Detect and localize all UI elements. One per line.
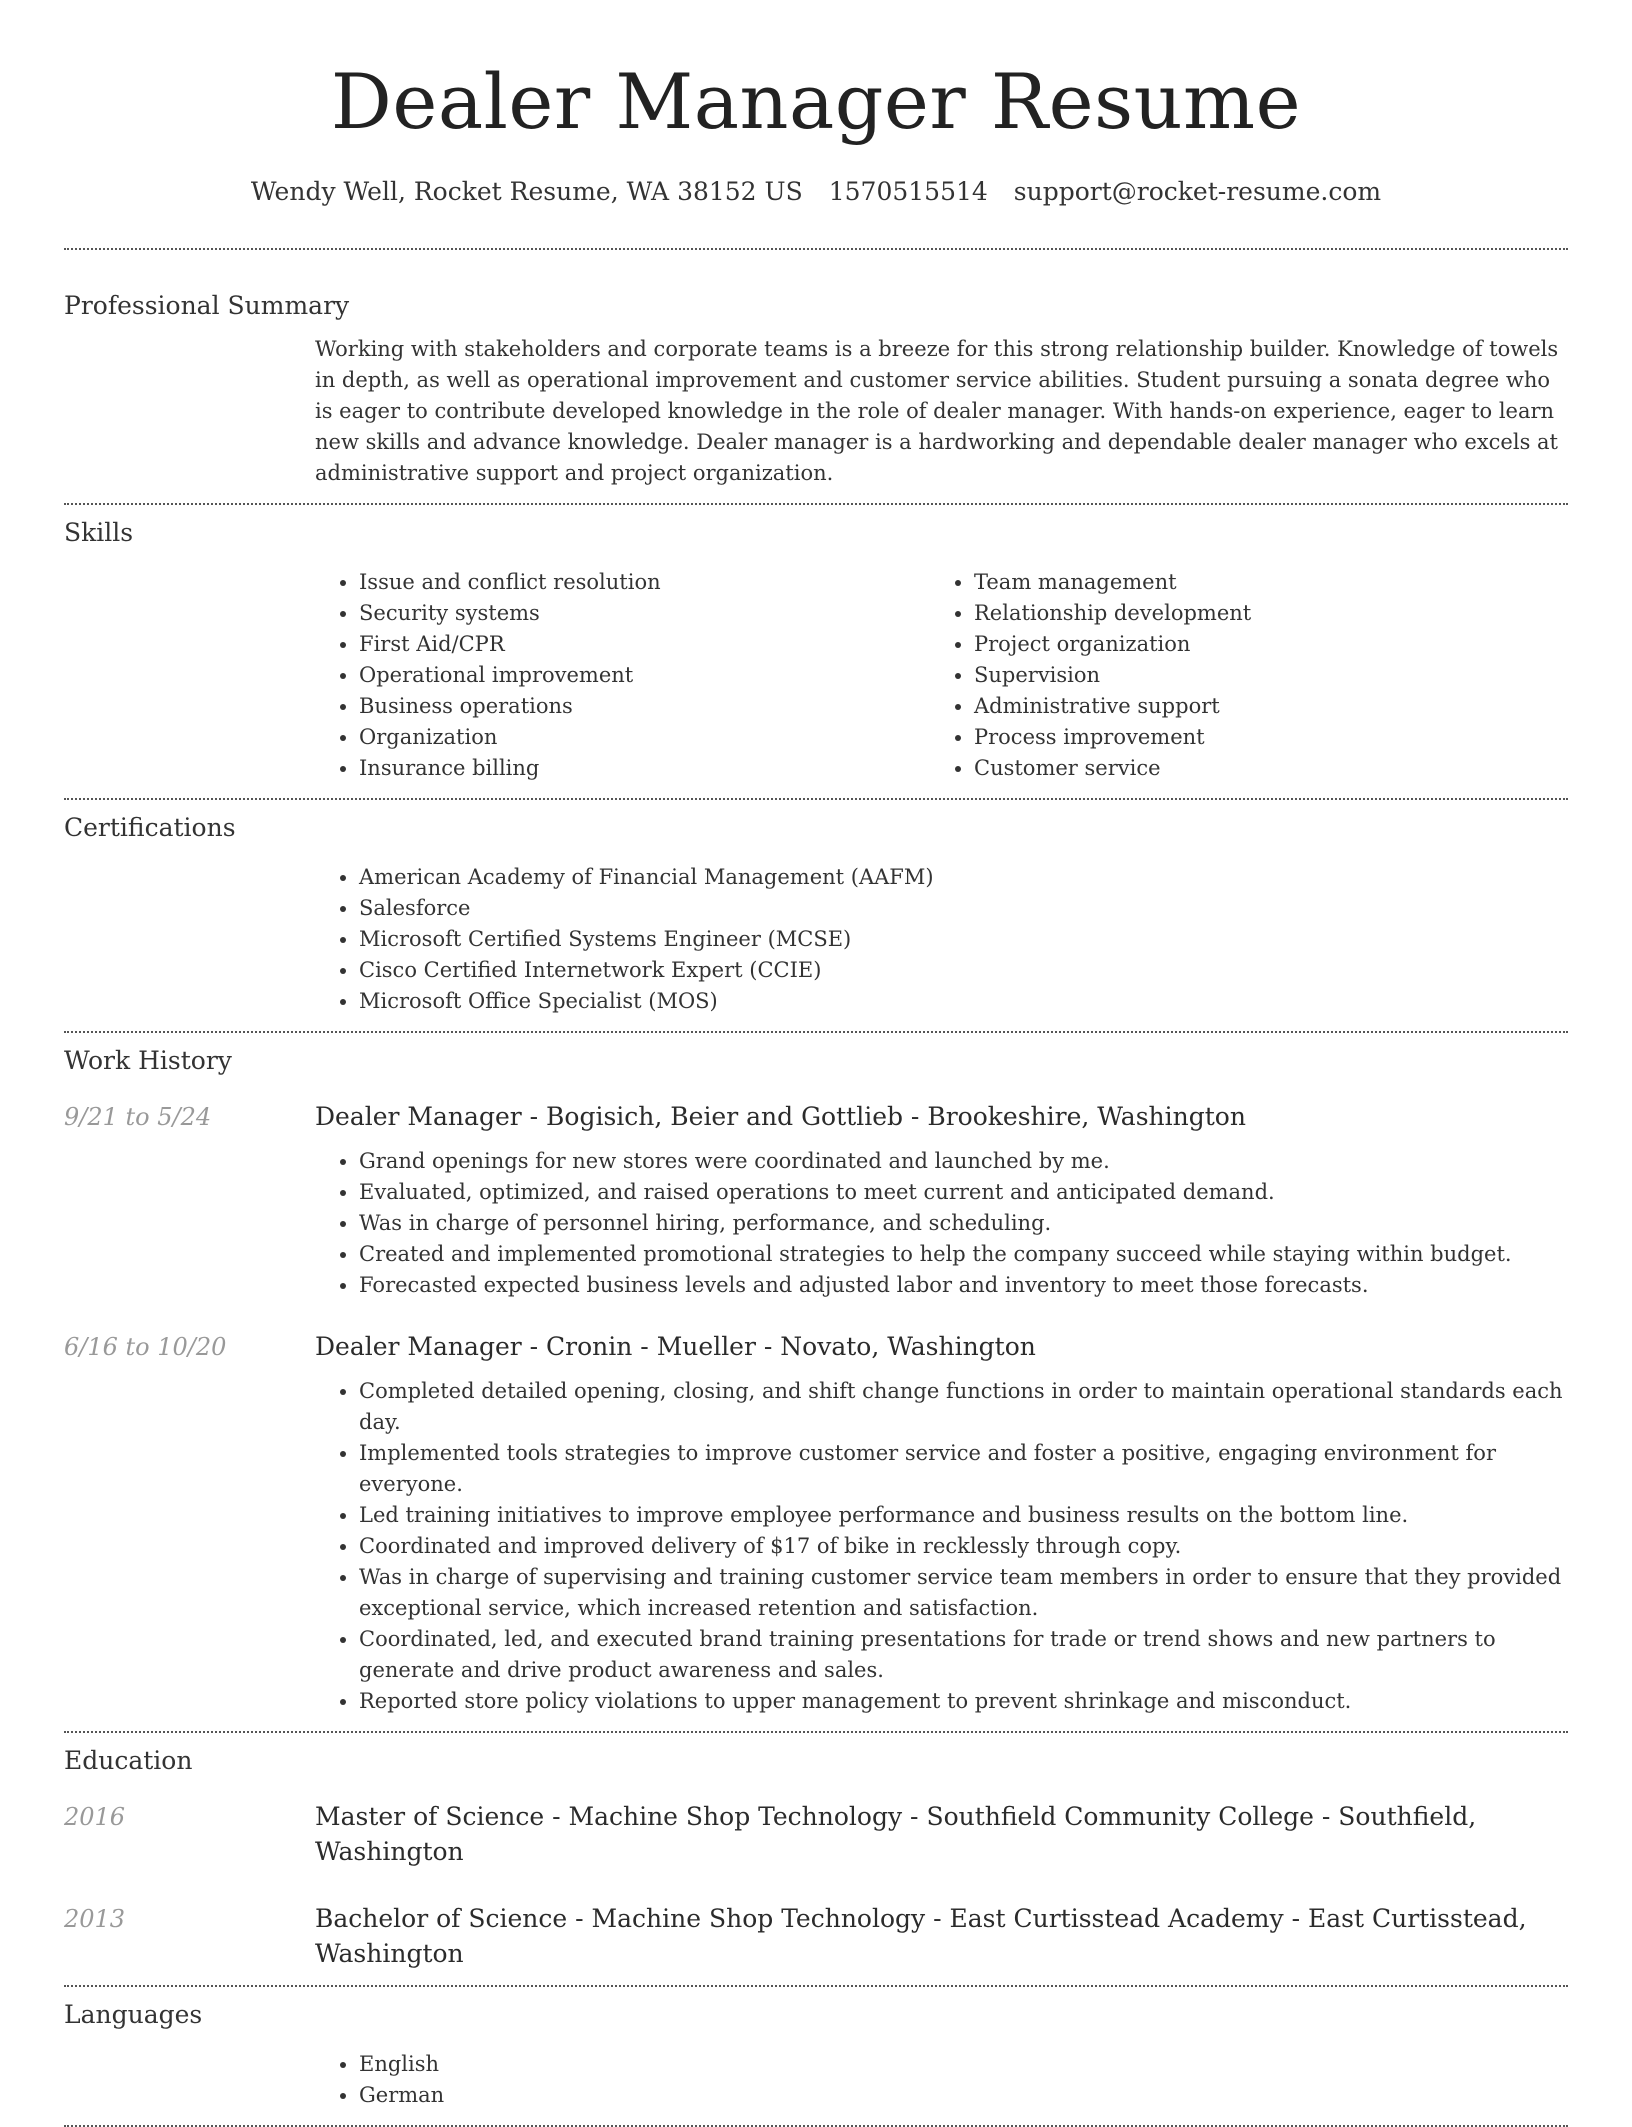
list-item: • English: [359, 2049, 1568, 2080]
resume-page: [64, 0, 1568, 2127]
list-item: • Issue and conflict resolution: [359, 567, 930, 598]
section-title-languages: Languages: [64, 2000, 203, 2029]
skills-list-left: [315, 567, 930, 784]
job-dates: 9/21 to 5/24: [64, 1103, 212, 1131]
skills-columns: [315, 567, 1568, 784]
job-header: [64, 1329, 1568, 1364]
work-section: [64, 1033, 1568, 1717]
list-item: • Process improvement: [974, 722, 1545, 753]
list-item: • Forecasted expected business levels and adjusted labor and inventory to meet those forecasts.: [359, 1270, 1568, 1301]
resume-title: Dealer Manager Resume: [330, 57, 1302, 146]
job-entry: [64, 1099, 1568, 1301]
list-item: • Evaluated, optimized, and raised operations to meet current and anticipated demand.: [359, 1177, 1568, 1208]
education-section: [64, 1733, 1568, 1971]
list-item: • Grand openings for new stores were coordinated and launched by me.: [359, 1146, 1568, 1177]
certifications-section: [64, 800, 1568, 1017]
summary-text: Working with stakeholders and corporate teams is a breeze for this strong relationship builder. Knowledge of towels in depth, as well as operational improvement and customer service abilities. Student pursuing a sonata degree who is eager to contribute developed knowledge in the role of dealer manager. With hands-on experience, eager to learn new skills and advance knowledge. Dealer manager is a hardworking and dependable dealer manager who excels at administrative support and project organization.: [315, 337, 1559, 485]
list-item: • Supervision: [974, 660, 1545, 691]
list-item: • Microsoft Certified Systems Engineer (MCSE): [359, 924, 1568, 955]
skills-section: [64, 505, 1568, 784]
job-title: Dealer Manager - Bogisich, Beier and Gottlieb - Brookeshire, Washington: [315, 1102, 1246, 1131]
section-title-education: Education: [64, 1746, 193, 1775]
list-item: • Salesforce: [359, 893, 1568, 924]
job-title: Dealer Manager - Cronin - Mueller - Novato, Washington: [315, 1332, 1036, 1361]
languages-content: [315, 2049, 1568, 2111]
list-item: • Created and implemented promotional strategies to help the company succeed while staying within budget.: [359, 1239, 1568, 1270]
education-degree: Bachelor of Science - Machine Shop Technology - East Curtisstead Academy - East Curtisstead, Washington: [315, 1904, 1527, 1968]
job-header: [64, 1099, 1568, 1134]
list-item: • Relationship development: [974, 598, 1545, 629]
job-bullets-content: [315, 1376, 1568, 1717]
education-year: 2016: [64, 1803, 126, 1831]
list-item: • Organization: [359, 722, 930, 753]
list-item: • Implemented tools strategies to improve customer service and foster a positive, engaging environment for everyone.: [359, 1438, 1568, 1500]
contact-address: Wendy Well, Rocket Resume, WA 38152 US: [250, 177, 803, 206]
languages-section: [64, 1987, 1568, 2111]
contact-email: support@rocket-resume.com: [1013, 177, 1382, 206]
list-item: • Customer service: [974, 753, 1545, 784]
list-item: • Cisco Certified Internetwork Expert (CCIE): [359, 955, 1568, 986]
summary-section: [64, 250, 1568, 489]
section-title-work: Work History: [64, 1046, 232, 1075]
skills-list-right: [930, 567, 1545, 784]
list-item: • Administrative support: [974, 691, 1545, 722]
section-title-summary: Professional Summary: [64, 291, 350, 320]
list-item: • Was in charge of personnel hiring, performance, and scheduling.: [359, 1208, 1568, 1239]
education-entry: [64, 1799, 1568, 1869]
list-item: • American Academy of Financial Management (AAFM): [359, 862, 1568, 893]
list-item: • Insurance billing: [359, 753, 930, 784]
list-item: • Microsoft Office Specialist (MOS): [359, 986, 1568, 1017]
list-item: • Led training initiatives to improve employee performance and business results on the bottom line.: [359, 1500, 1568, 1531]
education-entry: [64, 1901, 1568, 1971]
education-year: 2013: [64, 1905, 126, 1933]
list-item: • Security systems: [359, 598, 930, 629]
list-item: • Reported store policy violations to upper management to prevent shrinkage and misconduct.: [359, 1686, 1568, 1717]
job-bullets: [315, 1376, 1568, 1717]
contact-phone: 1570515514: [828, 177, 988, 206]
certifications-list: [315, 862, 1568, 1017]
section-title-skills: Skills: [64, 518, 134, 547]
list-item: • Completed detailed opening, closing, and shift change functions in order to maintain operational standards each day.: [359, 1376, 1568, 1438]
education-degree: Master of Science - Machine Shop Technology - Southfield Community College - Southfield, Washington: [315, 1802, 1477, 1866]
languages-list: [315, 2049, 1568, 2111]
job-entry: [64, 1329, 1568, 1717]
section-title-certifications: Certifications: [64, 813, 236, 842]
list-item: • First Aid/CPR: [359, 629, 930, 660]
job-bullets-content: [315, 1146, 1568, 1301]
list-item: • Team management: [974, 567, 1545, 598]
list-item: • Coordinated, led, and executed brand training presentations for trade or trend shows and new partners to generate and drive product awareness and sales.: [359, 1624, 1568, 1686]
list-item: • Operational improvement: [359, 660, 930, 691]
list-item: • Business operations: [359, 691, 930, 722]
job-dates: 6/16 to 10/20: [64, 1333, 227, 1361]
job-bullets: [315, 1146, 1568, 1301]
list-item: • Project organization: [974, 629, 1545, 660]
list-item: • German: [359, 2080, 1568, 2111]
list-item: • Was in charge of supervising and training customer service team members in order to ensure that they provided exceptional service, which increased retention and satisfaction.: [359, 1562, 1568, 1624]
contact-line: [64, 172, 1568, 212]
certifications-content: [315, 862, 1568, 1017]
list-item: • Coordinated and improved delivery of $17 of bike in recklessly through copy.: [359, 1531, 1568, 1562]
